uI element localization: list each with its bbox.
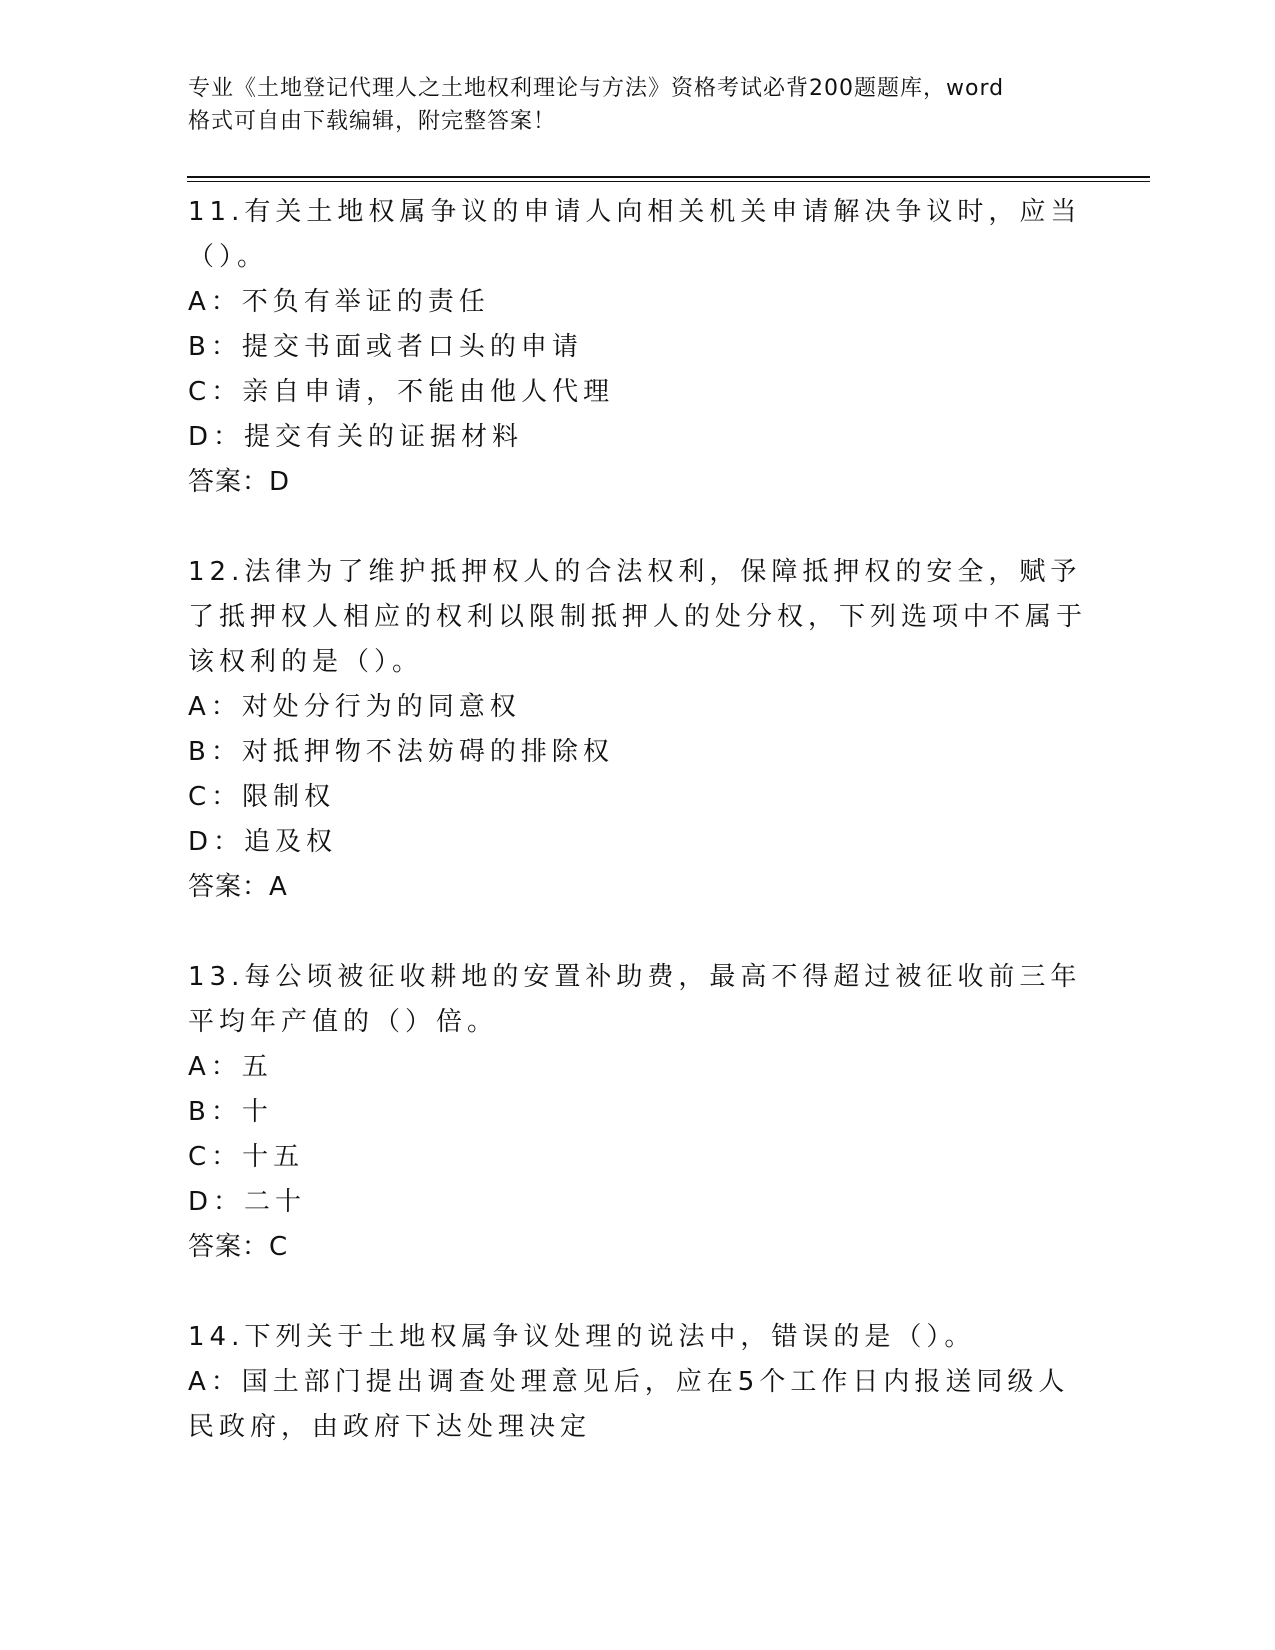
option-d: D：二十: [188, 1187, 307, 1217]
option-a: A：对处分行为的同意权: [188, 692, 521, 722]
option-d: D：追及权: [188, 827, 338, 857]
document-header: [188, 72, 1088, 138]
header-line-2: 格式可自由下载编辑，附完整答案！: [188, 109, 557, 134]
option-c: C：十五: [188, 1142, 305, 1172]
option-c: C：亲自申请，不能由他人代理: [188, 377, 615, 407]
option-a: A：国土部门提出调查处理意见后，应在5个工作日内报送同级人民政府，由政府下达处理决定: [188, 1367, 1070, 1442]
option-d: D：提交有关的证据材料: [188, 422, 524, 452]
answer-line: 答案：C: [188, 1232, 289, 1262]
option-b: B：对抵押物不法妨碍的排除权: [188, 737, 614, 767]
question-list: [188, 190, 1088, 1450]
question-12: [188, 550, 1088, 910]
spacer: [188, 1270, 1088, 1315]
option-b: B：提交书面或者口头的申请: [188, 332, 583, 362]
question-text: 13.每公顷被征收耕地的安置补助费，最高不得超过被征收前三年平均年产值的（）倍。: [188, 962, 1082, 1037]
header-divider-thin: [187, 181, 1150, 182]
option-b: B：十: [188, 1097, 273, 1127]
question-text: 12.法律为了维护抵押权人的合法权利，保障抵押权的安全，赋予了抵押权人相应的权利以限制抵押人的处分权，下列选项中不属于该权利的是（）。: [188, 557, 1088, 677]
option-a: A：不负有举证的责任: [188, 287, 490, 317]
header-line-1: 专业《土地登记代理人之土地权利理论与方法》资格考试必背200题题库，word: [188, 76, 1005, 101]
spacer: [188, 505, 1088, 550]
option-a: A：五: [188, 1052, 273, 1082]
option-c: C：限制权: [188, 782, 336, 812]
question-text: 11.有关土地权属争议的申请人向相关机关申请解决争议时，应当（）。: [188, 197, 1082, 272]
answer-line: 答案：D: [188, 467, 291, 497]
spacer: [188, 910, 1088, 955]
question-text: 14.下列关于土地权属争议处理的说法中，错误的是（）。: [188, 1322, 976, 1352]
header-divider-thick: [187, 176, 1150, 178]
question-13: [188, 955, 1088, 1270]
question-11: [188, 190, 1088, 505]
answer-line: 答案：A: [188, 872, 288, 902]
question-14: [188, 1315, 1088, 1450]
